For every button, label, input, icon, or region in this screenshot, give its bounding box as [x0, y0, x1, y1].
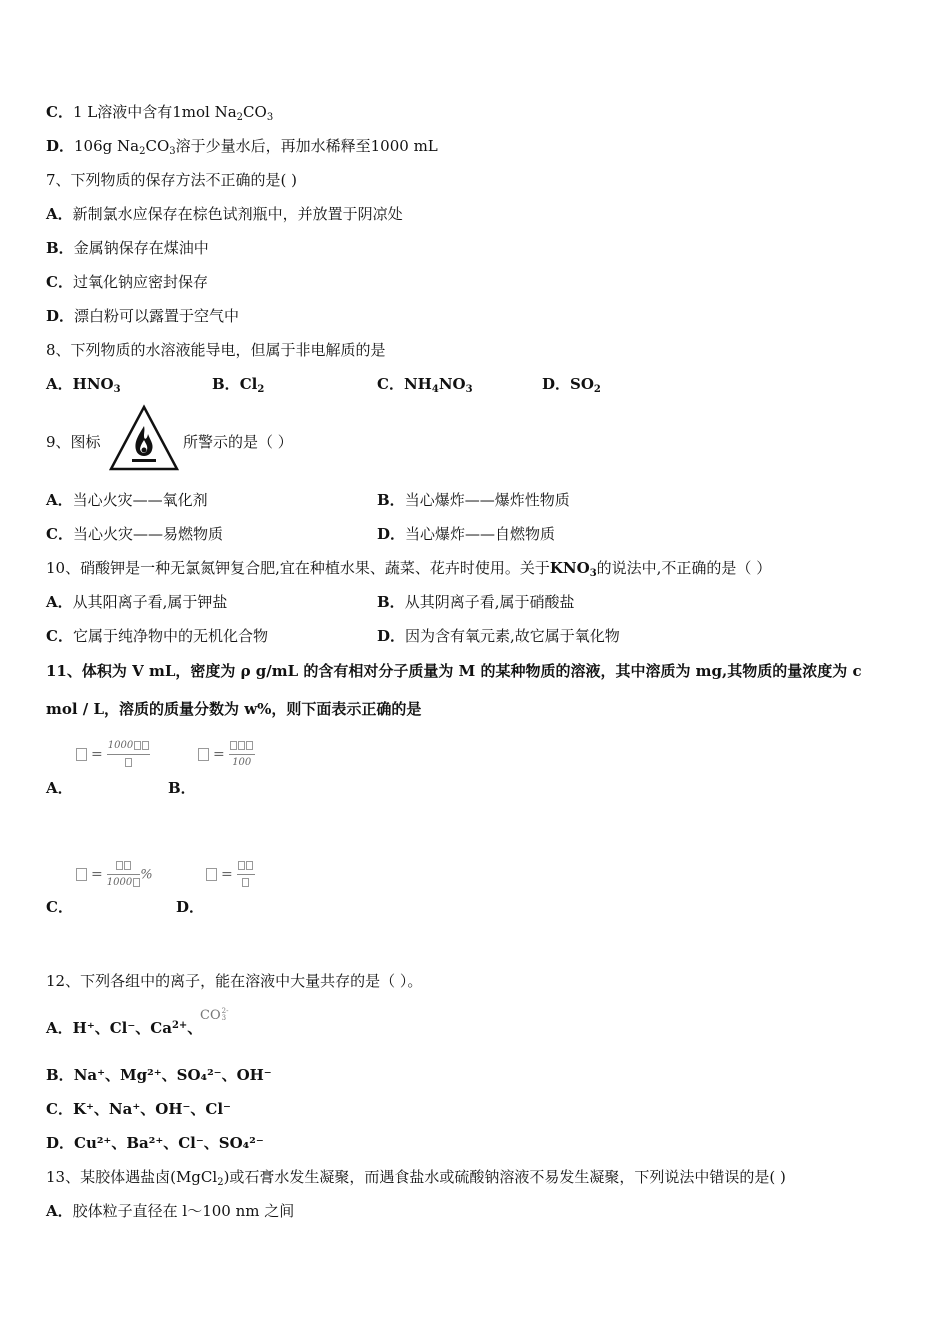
- option-label: C．: [46, 103, 73, 121]
- q12-option-b: B．Na⁺、Mg²⁺、SO₄²⁻、OH⁻: [46, 1066, 272, 1084]
- q10-option-b: B．从其阴离子看,属于硝酸盐: [377, 593, 575, 611]
- q7-option-d: D．漂白粉可以露置于空气中: [46, 307, 240, 325]
- q7-stem: 7、下列物质的保存方法不正确的是( ): [46, 171, 298, 189]
- option-text: 1 L溶液中含有1mol Na: [72, 103, 237, 121]
- q8-option-c: C．$NH_4NO_3$: [377, 375, 473, 395]
- q11-stem-line2: mol / L，溶质的质量分数为 w%，则下面表示正确的是: [46, 700, 422, 718]
- option-label: D．: [46, 137, 75, 155]
- q8-stem: 8、下列物质的水溶液能导电，但属于非电解质的是: [46, 341, 386, 359]
- q7-option-a: A．新制氯水应保存在棕色试剂瓶中，并放置于阴凉处: [46, 205, 403, 223]
- q9-option-a: A．当心火灾——氧化剂: [46, 491, 208, 509]
- q13-option-a: A．胶体粒子直径在 l～100 nm 之间: [46, 1202, 295, 1220]
- q11-formula-c: = 1000 %: [76, 858, 153, 891]
- q7-option-b: B．金属钠保存在煤油中: [46, 239, 209, 257]
- q9-stem-pre: 9、图标: [46, 433, 101, 451]
- q8-option-d: D．$SO_2$: [542, 375, 601, 395]
- q10-stem: 10、硝酸钾是一种无氯氮钾复合肥,宜在种植水果、蔬菜、花卉时使用。关于$KNO_3$的说法中,不正确的是（ ）: [46, 559, 772, 579]
- q9-option-c: C．当心火灾——易燃物质: [46, 525, 223, 543]
- q11-formula-b: = 100: [198, 738, 255, 771]
- q11-formula-d: =: [206, 858, 255, 891]
- q11-option-c-label: C．: [46, 898, 73, 916]
- q9-stem-post: 所警示的是（ ）: [183, 433, 293, 451]
- q8-option-b: B．$Cl_2$: [212, 375, 265, 395]
- q11-formula-a: = 1000: [76, 738, 150, 771]
- q13-stem: 13、某胶体遇盐卤(MgCl$_2$)或石膏水发生凝聚，而遇食盐水或硫酸钠溶液不易发生凝聚，下列说法中错误的是( ): [46, 1168, 786, 1188]
- q11-option-b-label: B．: [168, 779, 196, 797]
- q11-option-d-label: D．: [176, 898, 205, 916]
- q12-option-c: C．K⁺、Na⁺、OH⁻、Cl⁻: [46, 1100, 231, 1118]
- q11-option-a-label: A．: [46, 779, 73, 797]
- q9-option-d: D．当心爆炸——自燃物质: [377, 525, 556, 543]
- q6-option-d: D．106g $Na_2CO_3$溶于少量水后，再加水稀释至1000 mL: [46, 137, 438, 157]
- q12-option-d: D．Cu²⁺、Ba²⁺、Cl⁻、SO₄²⁻: [46, 1134, 264, 1152]
- q9-option-b: B．当心爆炸——爆炸性物质: [377, 491, 570, 509]
- q6-option-c: C．1 L溶液中含有1mol $Na_2CO_3$: [46, 103, 274, 123]
- q10-option-a: A．从其阳离子看,属于钾盐: [46, 593, 228, 611]
- q7-option-c: C．过氧化钠应密封保存: [46, 273, 208, 291]
- q11-stem-line1: 11、体积为 V mL，密度为 ρ g/mL 的含有相对分子质量为 M 的某种物质的溶液，其中溶质为 mg,其物质的量浓度为 c: [46, 662, 862, 680]
- q10-option-c: C．它属于纯净物中的无机化合物: [46, 627, 268, 645]
- q12-carbonate-ion: CO 2- 3: [200, 1007, 229, 1023]
- q12-stem: 12、下列各组中的离子，能在溶液中大量共存的是（ ）。: [46, 972, 423, 990]
- q12-option-a: A．H⁺、Cl⁻、$Ca^{2+}$、: [46, 1019, 203, 1037]
- q8-option-a: A．$HNO_3$: [46, 375, 121, 395]
- q10-option-d: D．因为含有氧元素,故它属于氧化物: [377, 627, 620, 645]
- flammable-warning-icon: [108, 404, 180, 472]
